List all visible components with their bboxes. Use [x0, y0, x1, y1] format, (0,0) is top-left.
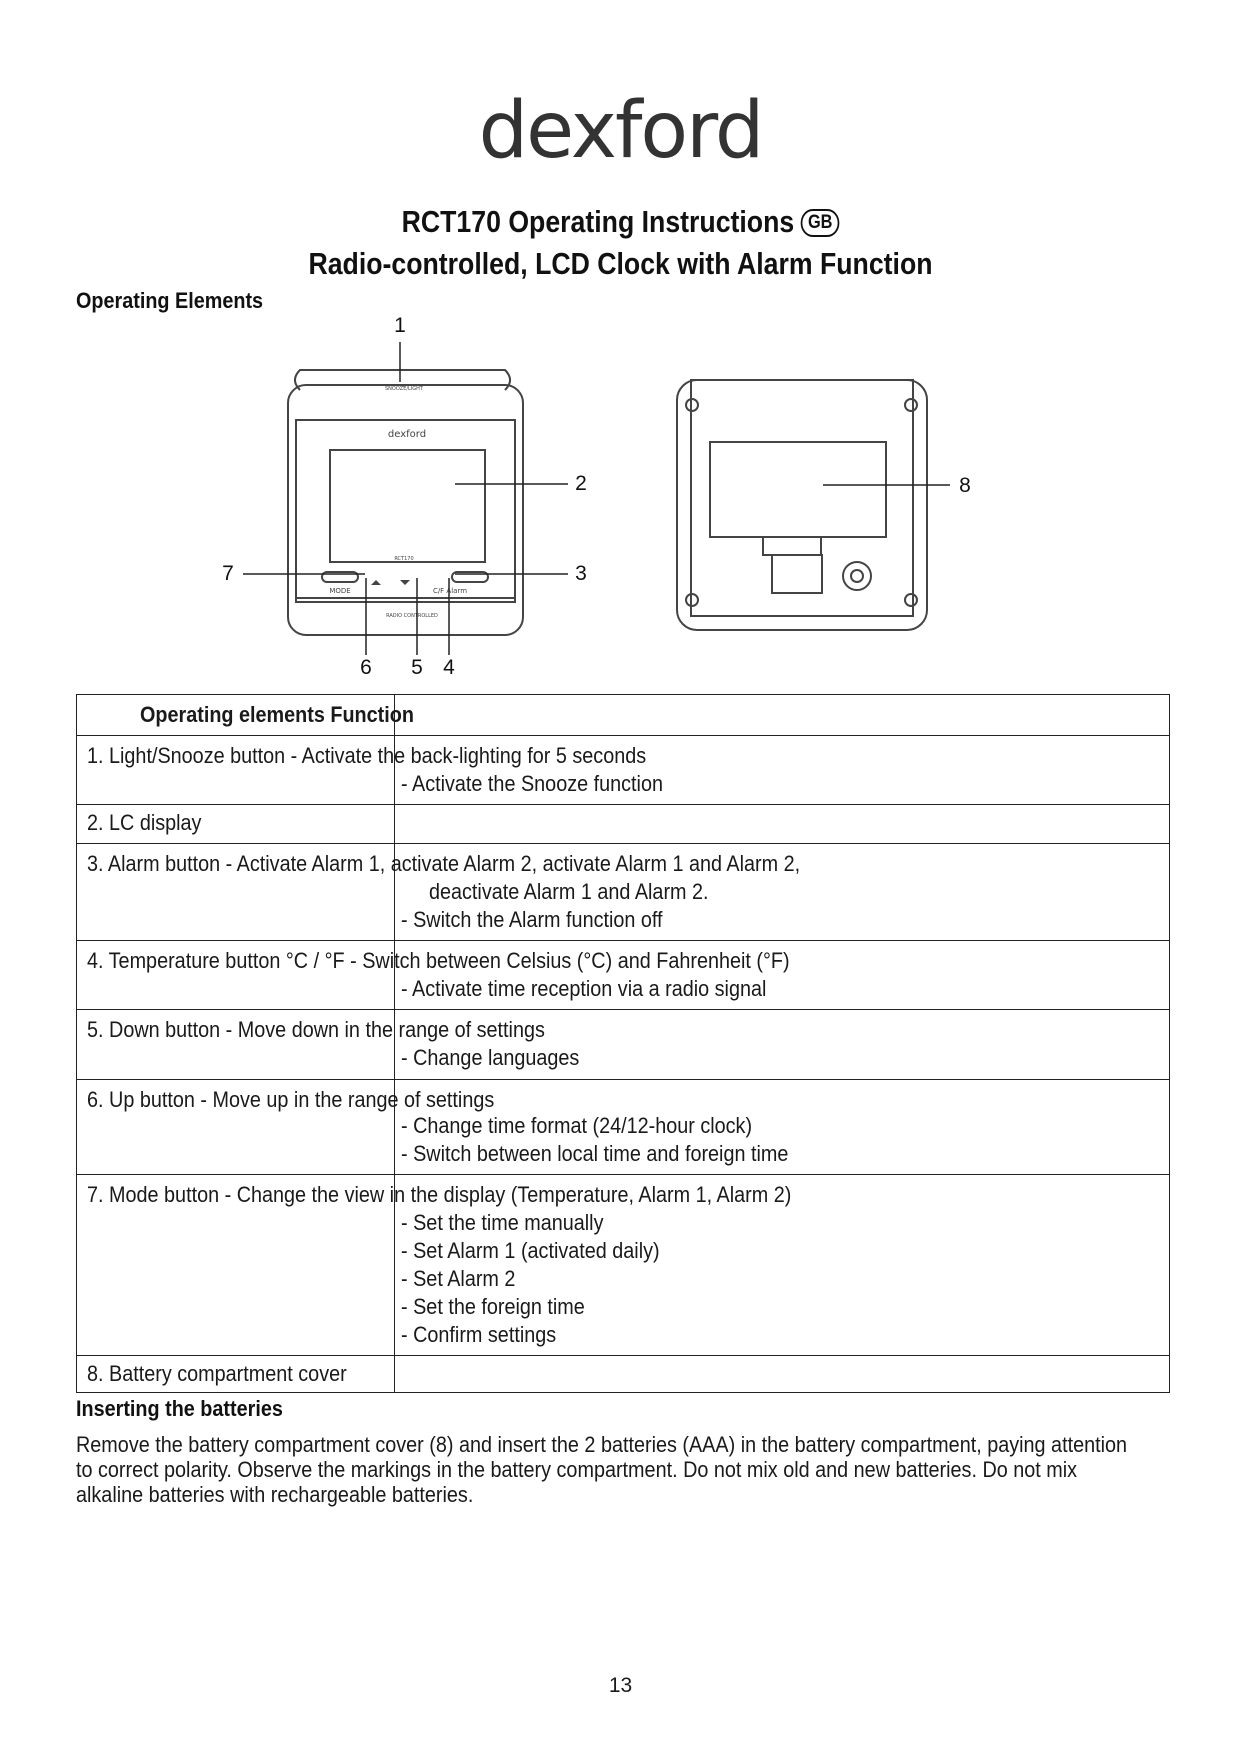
row-7-right-5: - Confirm settings — [401, 1322, 557, 1347]
table-row — [77, 940, 1169, 1009]
callout-8: 8 — [959, 474, 971, 497]
table-row — [77, 1009, 1169, 1079]
battery-cover — [710, 442, 886, 537]
row-7-right-2: - Set Alarm 1 (activated daily) — [401, 1238, 660, 1263]
back-panel — [691, 380, 913, 616]
callout-4: 4 — [443, 656, 455, 679]
cf-alarm-label: C/F Alarm — [432, 587, 468, 595]
arrow-icons — [371, 384, 410, 585]
snooze-label: SNOOZE/LIGHT — [384, 386, 424, 392]
row-8-left: 8. Battery compartment cover — [87, 1361, 347, 1386]
section-heading-batteries: Inserting the batteries — [76, 1396, 283, 1421]
row-4-left: 4. Temperature button °C / °F - Switch between Celsius (°C) and Fahrenheit (°F) — [87, 948, 790, 973]
table-row — [77, 735, 1169, 804]
row-5-left: 5. Down button - Move down in the range of settings — [87, 1017, 545, 1042]
page-subtitle: Radio-controlled, LCD Clock with Alarm Function — [308, 246, 933, 281]
callout-7: 7 — [222, 562, 234, 585]
radio-label: RADIO CONTROLLED — [386, 613, 438, 619]
mode-label: MODE — [329, 587, 351, 595]
row-4-right-1: - Activate time reception via a radio signal — [401, 976, 767, 1001]
functions-table — [76, 694, 1170, 1393]
row-2-left: 2. LC display — [87, 810, 202, 835]
row-3-left: 3. Alarm button - Activate Alarm 1, activate Alarm 2, activate Alarm 1 and Alarm 2, — [87, 851, 801, 876]
title-text: RCT170 Operating Instructions — [401, 204, 795, 239]
batteries-line-2: to correct polarity. Observe the markings in the battery compartment. Do not mix old and new batteries. Do not mix — [76, 1457, 1078, 1482]
batteries-paragraph — [76, 1432, 1176, 1507]
callout-2: 2 — [575, 472, 587, 495]
callout-1: 1 — [394, 314, 406, 337]
row-7-right-3: - Set Alarm 2 — [401, 1266, 516, 1291]
callout-5: 5 — [411, 656, 423, 679]
clock-diagram — [0, 310, 1241, 690]
model-label: RCT170 — [394, 556, 414, 562]
row-5-right-1: - Change languages — [401, 1045, 580, 1070]
row-6-right-1: - Change time format (24/12-hour clock) — [401, 1113, 753, 1138]
table-header: Operating elements Function — [140, 702, 414, 727]
batteries-line-3: alkaline batteries with rechargeable batteries. — [76, 1482, 474, 1507]
row-6-right-2: - Switch between local time and foreign time — [401, 1141, 789, 1166]
table-row — [77, 1174, 1169, 1355]
page-title — [87, 204, 1154, 240]
row-1-right-1: - Activate the Snooze function — [401, 771, 663, 796]
lcd-display — [330, 450, 485, 562]
row-6-left: 6. Up button - Move up in the range of settings — [87, 1087, 495, 1112]
row-7-right-1: - Set the time manually — [401, 1210, 604, 1235]
callout-6: 6 — [360, 656, 372, 679]
country-badge: GB — [801, 209, 839, 237]
row-7-right-4: - Set the foreign time — [401, 1294, 585, 1319]
brand-logo: dexford — [478, 86, 763, 176]
batteries-line-1: Remove the battery compartment cover (8) and insert the 2 batteries (AAA) in the battery compartment, paying attention — [76, 1432, 1128, 1457]
callout-3: 3 — [575, 562, 587, 585]
table-row — [77, 1079, 1169, 1174]
table-row — [77, 804, 1169, 843]
row-3-right-2: - Switch the Alarm function off — [401, 907, 663, 932]
row-1-left: 1. Light/Snooze button - Activate the back-lighting for 5 seconds — [87, 743, 647, 768]
page-number: 13 — [608, 1674, 633, 1697]
row-3-right-1: deactivate Alarm 1 and Alarm 2. — [429, 879, 709, 904]
table-header-row — [77, 695, 1169, 735]
section-heading-elements: Operating Elements — [76, 288, 264, 313]
table-row — [77, 1355, 1169, 1392]
row-7-left: 7. Mode button - Change the view in the display (Temperature, Alarm 1, Alarm 2) — [87, 1182, 792, 1207]
table-row — [77, 843, 1169, 940]
front-brand-label: dexford — [387, 429, 427, 440]
